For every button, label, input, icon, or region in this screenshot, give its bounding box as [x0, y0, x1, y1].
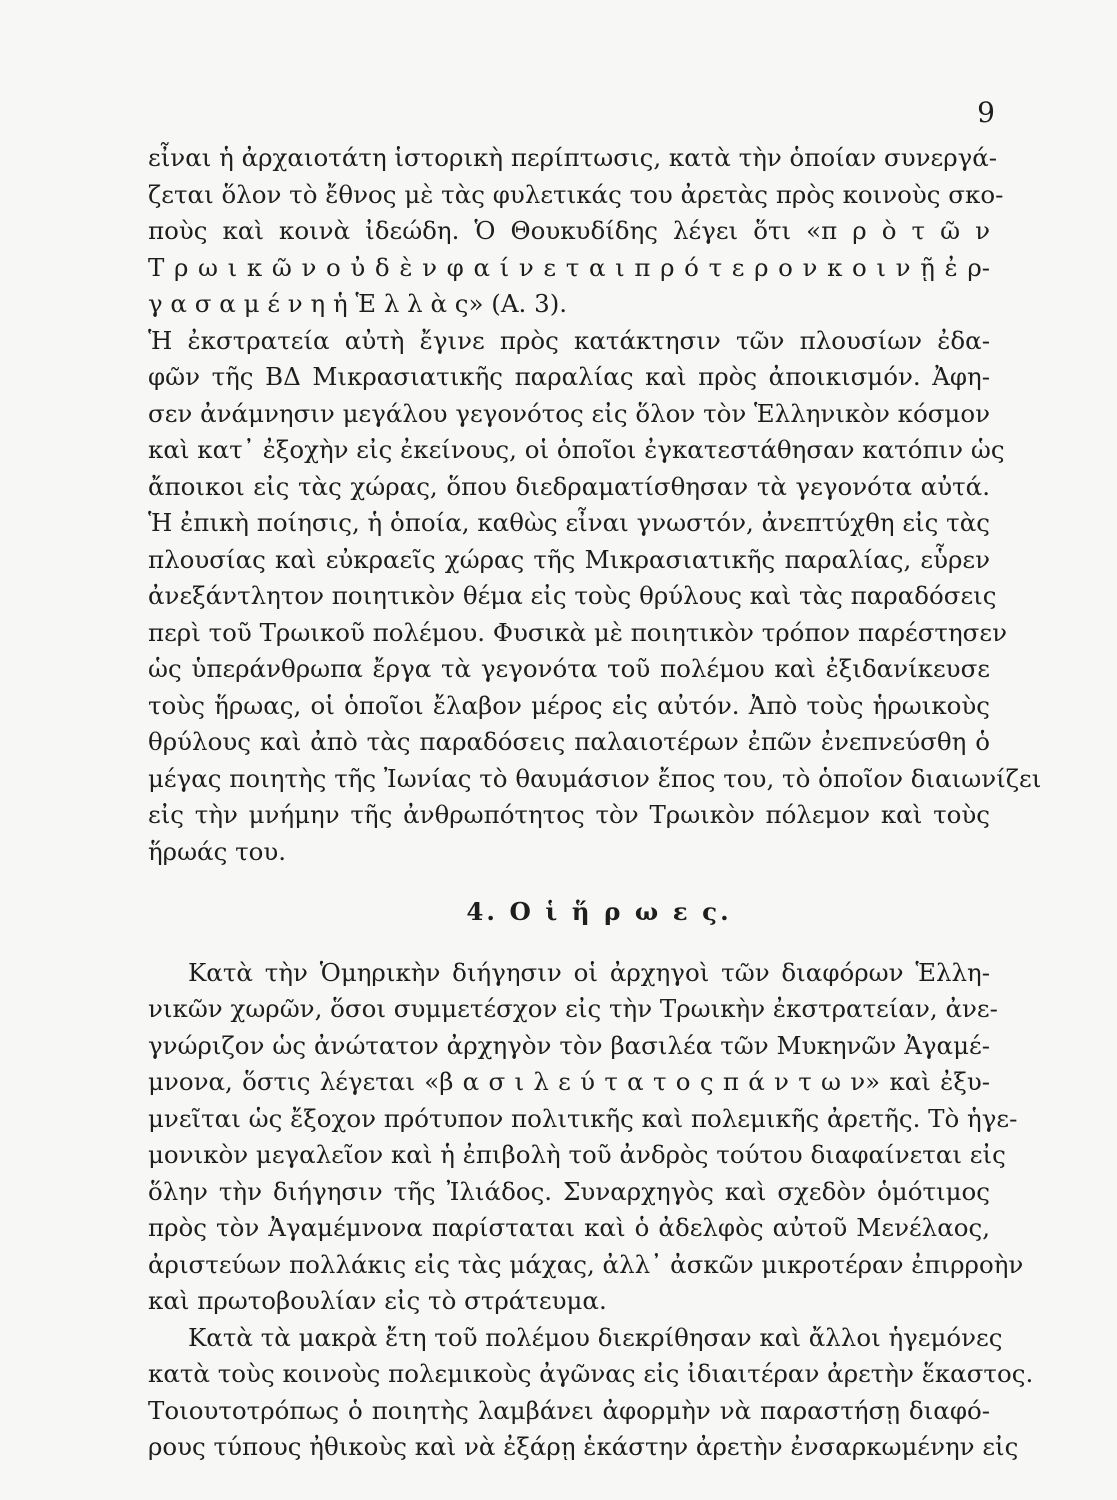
text-line: ὡς ὑπεράνθρωπα ἔργα τὰ γεγονότα τοῦ πολέμου καὶ ἐξιδανίκευσε: [148, 654, 990, 683]
text-line: νικῶν χωρῶν, ὅσοι συμμετέσχον εἰς τὴν Τρωικὴν ἐκστρατείαν, ἀνε-: [148, 994, 998, 1023]
text-line: ἄποικοι εἰς τὰς χώρας, ὅπου διεδραματίσθησαν τὰ γεγονότα αὐτά.: [148, 471, 990, 501]
paragraph: [148, 955, 1024, 1320]
page-number: 9: [977, 96, 995, 129]
text-line: μνονα, ὅστις λέγεται «β α σ ι λ ε ύ τ α τ ο ς π ά ν τ ω ν» καὶ ἐξυ-: [148, 1067, 990, 1096]
text-line: τοὺς ἥρωας, οἱ ὁποῖοι ἔλαβον μέρος εἰς αὐτόν. Ἀπὸ τοὺς ἡρωικοὺς: [148, 690, 990, 720]
text-line: πλουσίας καὶ εὐκραεῖς χώρας τῆς Μικρασιατικῆς παραλίας, εὗρεν: [148, 544, 990, 574]
text-line: σεν ἀνάμνησιν μεγάλου γεγονότος εἰς ὅλον τὸν Ἑλληνικὸν κόσμον: [148, 398, 990, 428]
paragraph: [148, 1320, 1034, 1466]
text-line: Κατὰ τὰ μακρὰ ἔτη τοῦ πολέμου διεκρίθησαν καὶ ἄλλοι ἡγεμόνες: [188, 1322, 1003, 1352]
text-line: θρύλους καὶ ἀπὸ τὰς παραδόσεις παλαιοτέρων ἐπῶν ἐνεπνεύσθη ὁ: [148, 727, 990, 756]
text-line: Ἡ ἐκστρατεία αὐτὴ ἔγινε πρὸς κατάκτησιν τῶν πλουσίων ἐδα-: [148, 325, 990, 355]
text-line: καὶ κατ᾽ ἐξοχὴν εἰς ἐκείνους, οἱ ὁποῖοι ἐγκατεστάθησαν κατόπιν ὡς: [148, 435, 1005, 464]
text-line: μονικὸν μεγαλεῖον καὶ ἡ ἐπιβολὴ τοῦ ἀνδρὸς τούτου διαφαίνεται εἰς: [148, 1140, 1006, 1169]
text-line: φῶν τῆς ΒΔ Μικρασιατικῆς παραλίας καὶ πρὸς ἀποικισμόν. Ἀφη-: [148, 362, 990, 391]
text-line: κατὰ τοὺς κοινοὺς πολεμικοὺς ἀγῶνας εἰς ἰδιαιτέραν ἀρετὴν ἕκαστος.: [148, 1359, 1034, 1388]
text-line: εἶναι ἡ ἀρχαιοτάτη ἱστορικὴ περίπτωσις, κατὰ τὴν ὁποίαν συνεργά-: [148, 143, 998, 172]
paragraph: [148, 140, 1004, 323]
text-line: Τοιουτοτρόπως ὁ ποιητὴς λαμβάνει ἀφορμὴν νὰ παραστήσῃ διαφό-: [148, 1395, 990, 1425]
text-line: Ἡ ἐπικὴ ποίησις, ἡ ὁποία, καθὼς εἶναι γνωστόν, ἀνεπτύχθη εἰς τὰς: [148, 508, 990, 537]
text-line: Τ ρ ω ι κ ῶ ν ο ὐ δ ὲ ν φ α ί ν ε τ α ι π ρ ό τ ε ρ ο ν κ ο ι ν ῇ ἐ ρ-: [148, 252, 990, 282]
text-line: ζεται ὅλον τὸ ἔθνος μὲ τὰς φυλετικάς του ἀρετὰς πρὸς κοινοὺς σκο-: [148, 179, 1004, 209]
text-line: ὅλην τὴν διήγησιν τῆς Ἰλιάδος. Συναρχηγὸς καὶ σχεδὸν ὁμότιμος: [148, 1176, 990, 1206]
text-line: μέγας ποιητὴς τῆς Ἰωνίας τὸ θαυμάσιον ἔπος του, τὸ ὁποῖον διαιωνίζει: [148, 763, 1042, 793]
text-line: γνώριζον ὡς ἀνώτατον ἀρχηγὸν τὸν βασιλέα τῶν Μυκηνῶν Ἀγαμέ-: [148, 1030, 990, 1060]
section-heading: 4. Ο ἱ ἥ ρ ω ε ς.: [466, 897, 732, 926]
text-line: γ α σ α μ έ ν η ἡ Ἑ λ λ ὰ ς» (Α. 3).: [148, 289, 568, 318]
text-line: καὶ πρωτοβουλίαν εἰς τὸ στράτευμα.: [148, 1286, 607, 1315]
text-line: ἀριστεύων πολλάκις εἰς τὰς μάχας, ἀλλ᾽ ἀσκῶν μικροτέραν ἐπιρροὴν: [148, 1249, 1024, 1279]
text-line: εἰς τὴν μνήμην τῆς ἀνθρωπότητος τὸν Τρωικὸν πόλεμον καὶ τοὺς: [148, 800, 990, 829]
text-line: ἥρωάς του.: [148, 836, 287, 866]
text-line: Κατὰ τὴν Ὁμηρικὴν διήγησιν οἱ ἀρχηγοὶ τῶν διαφόρων Ἑλλη-: [188, 957, 990, 987]
text-line: ἀνεξάντλητον ποιητικὸν θέμα εἰς τοὺς θρύλους καὶ τὰς παραδόσεις: [148, 581, 997, 610]
text-line: πρὸς τὸν Ἀγαμέμνονα παρίσταται καὶ ὁ ἀδελφὸς αὐτοῦ Μενέλαος,: [148, 1213, 990, 1242]
text-line: μνεῖται ὡς ἔξοχον πρότυπον πολιτικῆς καὶ πολεμικῆς ἀρετῆς. Τὸ ἡγε-: [148, 1103, 1018, 1133]
text-line: ρους τύπους ἠθικοὺς καὶ νὰ ἐξάρῃ ἑκάστην ἀρετὴν ἐνσαρκωμένην εἰς: [148, 1432, 1019, 1461]
page-body: [148, 140, 1042, 1466]
text-line: ποὺς καὶ κοινὰ ἰδεώδη. Ὁ Θουκυδίδης λέγει ὅτι «π ρ ὸ τ ῶ ν: [148, 216, 990, 245]
text-line: περὶ τοῦ Τρωικοῦ πολέμου. Φυσικὰ μὲ ποιητικὸν τρόπον παρέστησεν: [148, 617, 1007, 647]
paragraph: [148, 323, 1042, 871]
